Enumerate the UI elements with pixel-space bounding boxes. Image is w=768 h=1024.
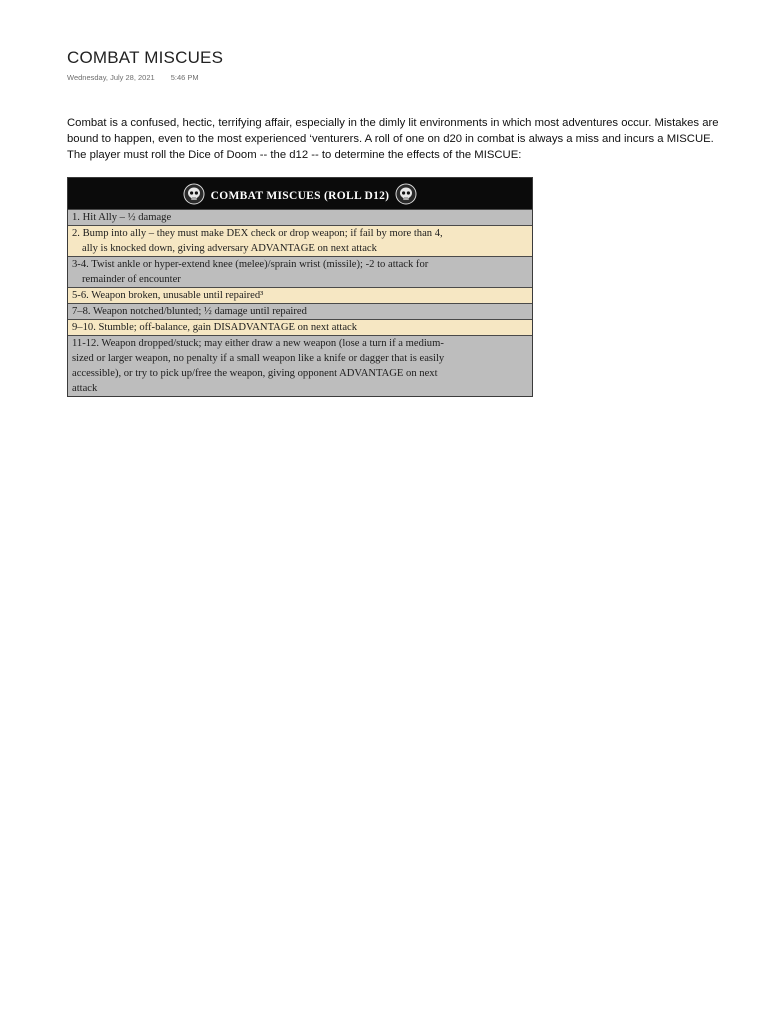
post-date: Wednesday, July 28, 2021 — [67, 73, 155, 82]
row-text: sized or larger weapon, no penalty if a small weapon like a knife or dagger that is easily — [72, 353, 445, 364]
intro-line: The player must roll the Dice of Doom -- the d12 -- to determine the effects of the MISCUE: — [67, 149, 522, 161]
skull-icon — [395, 183, 417, 205]
table-title: COMBAT MISCUES (ROLL D12) — [210, 189, 390, 202]
post-meta — [67, 73, 199, 82]
row-text: remainder of encounter — [82, 274, 181, 285]
table-row — [68, 225, 532, 256]
table-row — [68, 209, 532, 225]
table-row — [68, 256, 532, 287]
row-text: 2. Bump into ally – they must make DEX check or drop weapon; if fail by more than 4, — [72, 228, 443, 239]
table-row — [68, 303, 532, 319]
table-row — [68, 335, 532, 396]
intro-paragraph — [67, 115, 767, 163]
row-text: 9–10. Stumble; off-balance, gain DISADVANTAGE on next attack — [72, 322, 358, 333]
row-text: ally is knocked down, giving adversary ADVANTAGE on next attack — [82, 243, 377, 254]
row-text: 7–8. Weapon notched/blunted; ½ damage until repaired — [72, 306, 307, 317]
row-text: 5-6. Weapon broken, unusable until repaired³ — [72, 290, 264, 301]
page-title: COMBAT MISCUES — [67, 48, 224, 67]
post-time: 5:46 PM — [170, 73, 199, 82]
miscue-table — [67, 177, 533, 397]
intro-line: Combat is a confused, hectic, terrifying affair, especially in the dimly lit environments in which most adventures occur. Mistakes are — [67, 117, 719, 129]
row-text: 11-12. Weapon dropped/stuck; may either draw a new weapon (lose a turn if a medium- — [72, 338, 444, 349]
table-row — [68, 287, 532, 303]
row-text: attack — [72, 383, 98, 394]
table-row — [68, 319, 532, 335]
table-header — [68, 178, 532, 209]
row-text: 3-4. Twist ankle or hyper-extend knee (melee)/sprain wrist (missile); -2 to attack for — [72, 259, 429, 270]
skull-icon — [183, 183, 205, 205]
row-text: accessible), or try to pick up/free the weapon, giving opponent ADVANTAGE on next — [72, 368, 438, 379]
intro-line: bound to happen, even to the most experienced ‘venturers. A roll of one on d20 in combat is always a miss and incurs a MISCUE. — [67, 133, 714, 145]
row-text: 1. Hit Ally – ½ damage — [72, 212, 172, 223]
